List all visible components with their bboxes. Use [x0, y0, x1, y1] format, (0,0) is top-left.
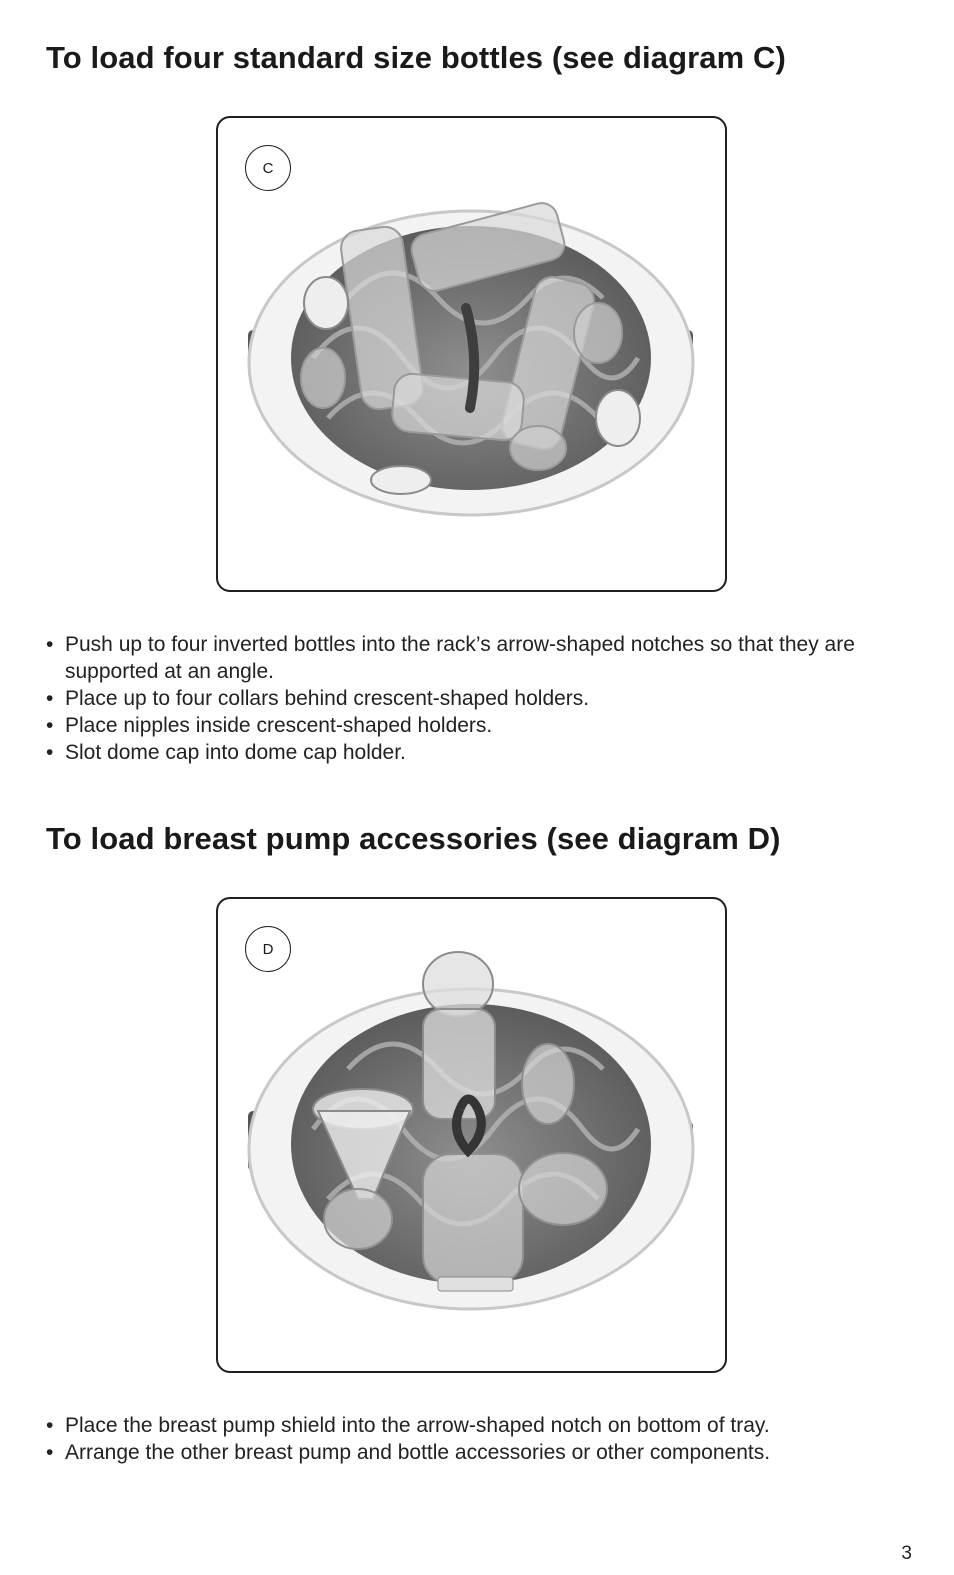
section-c-instructions — [46, 631, 916, 766]
list-item: • Place the breast pump shield into the arrow-shaped notch on bottom of tray. — [46, 1412, 916, 1439]
section-d-instructions — [46, 1412, 916, 1466]
diagram-c-label: C — [245, 145, 291, 191]
list-item: • Place nipples inside crescent-shaped holders. — [46, 712, 916, 739]
diagram-d-label: D — [245, 926, 291, 972]
diagram-c-illustration — [218, 118, 725, 590]
page-number: 3 — [901, 1543, 912, 1564]
list-item: • Arrange the other breast pump and bottle accessories or other components. — [46, 1439, 916, 1466]
section-d-heading: To load breast pump accessories (see diagram D) — [46, 821, 781, 856]
diagram-d-illustration — [218, 899, 725, 1371]
diagram-c-figure — [216, 116, 727, 592]
list-item: • Place up to four collars behind crescent-shaped holders. — [46, 685, 916, 712]
list-item: • Slot dome cap into dome cap holder. — [46, 739, 916, 766]
section-c-heading: To load four standard size bottles (see diagram C) — [46, 40, 786, 75]
diagram-d-figure — [216, 897, 727, 1373]
list-item: • Push up to four inverted bottles into the rack’s arrow-shaped notches so that they are supported at an angle. — [46, 631, 916, 685]
